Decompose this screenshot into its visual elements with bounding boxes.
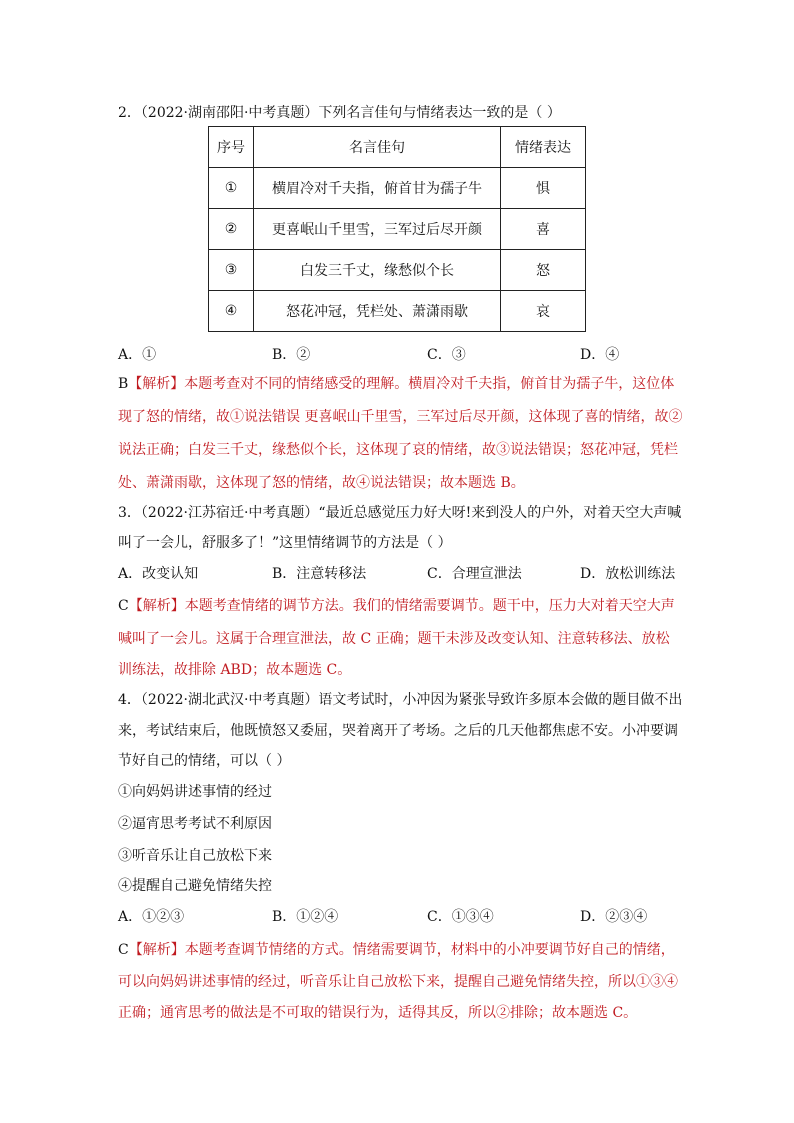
q4-statement: ③听音乐让自己放松下来 [118, 848, 272, 864]
q4-option-c[interactable]: C．①③④ [427, 909, 494, 925]
table-cell: 怒 [501, 250, 586, 291]
q4-option-a[interactable]: A．①②③ [118, 909, 185, 925]
table-cell: 哀 [501, 291, 586, 332]
analysis-tag: 【解析】 [128, 942, 185, 958]
q4-stem-line: 节好自己的情绪，可以（ ） [118, 753, 291, 769]
q4-stem-line: 来，考试结束后，他既愤怒又委屈，哭着离开了考场。之后的几天他都焦虑不安。小冲要调 [118, 723, 678, 739]
table-row [209, 250, 586, 291]
table-header-cell: 名言佳句 [254, 127, 501, 168]
q2-table [208, 126, 586, 332]
q4-explanation-line [118, 941, 678, 959]
q2-stem: 2．（2022·湖南邵阳·中考真题）下列名言佳句与情绪表达一致的是（ ） [118, 105, 561, 121]
q3-stem-line: 3．（2022·江苏宿迁·中考真题）“最近总感觉压力好大呀!来到没人的户外，对着天空大声喊 [118, 505, 682, 521]
table-row [209, 168, 586, 209]
q3-option-c[interactable]: C．合理宣泄法 [427, 566, 522, 582]
q2-option-b[interactable]: B．② [272, 347, 311, 363]
table-cell: 白发三千丈，缘愁似个长 [254, 250, 501, 291]
q4-statement: ④提醒自己避免情绪失控 [118, 878, 272, 894]
q4-option-b[interactable]: B．①②④ [272, 909, 339, 925]
q3-option-a[interactable]: A．改变认知 [118, 566, 199, 582]
explanation-text: 本题考查调节情绪的方式。情绪需要调节，材料中的小冲要调节好自己的情绪， [184, 942, 675, 958]
explanation-text: 本题考查对不同的情绪感受的理解。横眉冷对千夫指，俯首甘为孺子牛，这位体 [184, 376, 675, 392]
q3-explanation-line [118, 597, 678, 615]
q3-option-d[interactable]: D．放松训练法 [580, 566, 676, 582]
table-row [209, 209, 586, 250]
q4-explanation-line: 可以向妈妈讲述事情的经过，听音乐让自己放松下来，提醒自己避免情绪失控，所以①③④ [118, 974, 678, 990]
answer-letter: B [118, 376, 129, 392]
q4-statement: ①向妈妈讲述事情的经过 [118, 784, 272, 800]
q3-explanation-line: 训练法，故排除 ABD；故本题选 C。 [118, 662, 352, 678]
q2-explanation-line: 现了怒的情绪，故①说法错误 更喜岷山千里雪，三军过后尽开颜，这体现了喜的情绪，故② [118, 409, 683, 425]
q2-option-d[interactable]: D．④ [580, 347, 620, 363]
answer-letter: C [118, 598, 129, 614]
table-cell: 怒花冲冠，凭栏处、萧潇雨歇 [254, 291, 501, 332]
q2-explanation-line: 说法正确；白发三千丈，缘愁似个长，这体现了哀的情绪，故③说法错误；怒花冲冠，凭栏 [118, 442, 678, 458]
table-cell: 更喜岷山千里雪，三军过后尽开颜 [254, 209, 501, 250]
q3-option-b[interactable]: B．注意转移法 [272, 566, 367, 582]
analysis-tag: 【解析】 [128, 598, 185, 614]
table-cell: ② [209, 209, 254, 250]
table-header-cell: 序号 [209, 127, 254, 168]
table-cell: 惧 [501, 168, 586, 209]
q3-explanation-line: 喊叫了一会儿。这属于合理宣泄法，故 C 正确；题干未涉及改变认知、注意转移法、放松 [118, 631, 670, 647]
explanation-text: 本题考查情绪的调节方法。我们的情绪需要调节。题干中，压力大对着天空大声 [184, 598, 675, 614]
table-cell: 喜 [501, 209, 586, 250]
q4-statement: ②逼宵思考考试不利原因 [118, 816, 272, 832]
q4-stem-line: 4．（2022·湖北武汉·中考真题）语文考试时，小冲因为紧张导致许多原本会做的题目做不出 [118, 692, 683, 708]
q4-option-d[interactable]: D．②③④ [580, 909, 648, 925]
table-cell: ① [209, 168, 254, 209]
analysis-tag: 【解析】 [128, 376, 185, 392]
table-cell: ③ [209, 250, 254, 291]
table-cell: ④ [209, 291, 254, 332]
q2-option-a[interactable]: A．① [118, 347, 157, 363]
q2-explanation-line [118, 375, 678, 393]
table-header-row [209, 127, 586, 168]
table-cell: 横眉冷对千夫指，俯首甘为孺子牛 [254, 168, 501, 209]
q2-explanation-line: 处、萧潇雨歇，这体现了怒的情绪，故④说法错误；故本题选 B。 [118, 475, 525, 491]
table-header-cell: 情绪表达 [501, 127, 586, 168]
answer-letter: C [118, 942, 129, 958]
q4-explanation-line: 正确；通宵思考的做法是不可取的错误行为，适得其反，所以②排除；故本题选 C。 [118, 1005, 638, 1021]
table-row [209, 291, 586, 332]
q2-option-c[interactable]: C．③ [427, 347, 466, 363]
q3-stem-line: 叫了一会儿，舒服多了！”这里情绪调节的方法是（ ） [118, 535, 452, 551]
